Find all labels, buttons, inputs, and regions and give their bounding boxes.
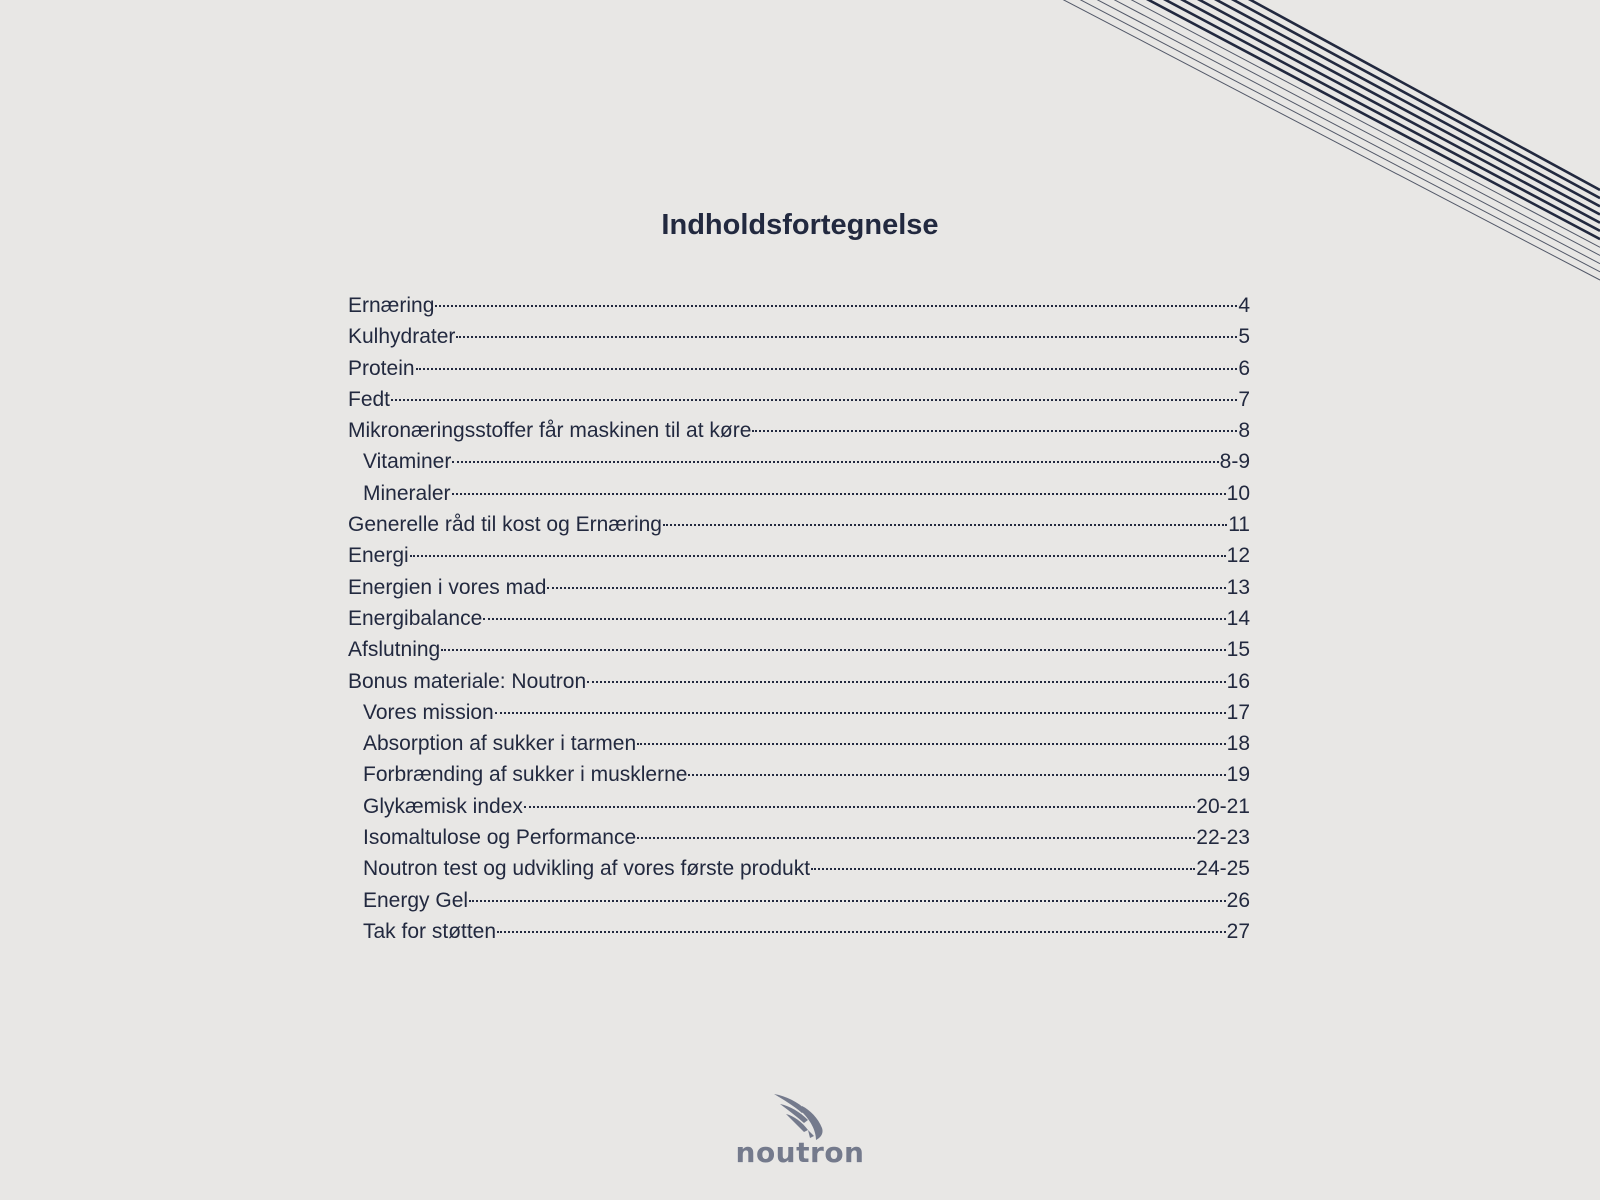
toc-dot-leader <box>410 555 1226 557</box>
corner-line <box>1162 0 1600 231</box>
toc-entry-page: 27 <box>1226 919 1250 943</box>
toc-entry-page: 18 <box>1226 732 1250 756</box>
toc-entry-label: Bonus materiale: Noutron <box>348 669 587 693</box>
toc-entry <box>348 509 1250 540</box>
toc-entry-label: Vitaminer <box>363 450 452 474</box>
toc-entry-label: Ernæring <box>348 294 435 317</box>
toc-entry-label: Kulhydrater <box>348 325 456 349</box>
toc-entry-page: 19 <box>1226 763 1250 787</box>
toc-entry <box>348 822 1250 853</box>
toc-dot-leader <box>456 336 1237 338</box>
corner-line <box>1145 0 1600 239</box>
toc-entry-page: 16 <box>1226 669 1250 693</box>
toc-entry-page: 10 <box>1226 481 1250 505</box>
toc-dot-leader <box>637 837 1195 839</box>
toc-entry-label: Energibalance <box>348 606 483 630</box>
toc-dot-leader <box>452 493 1226 495</box>
table-of-contents <box>348 290 1250 947</box>
toc-entry <box>348 446 1250 477</box>
toc-entry-page: 20-21 <box>1196 794 1250 818</box>
toc-entry-page: 26 <box>1226 888 1250 912</box>
toc-entry <box>348 384 1250 415</box>
toc-entry-label: Glykæmisk index <box>363 794 523 818</box>
toc-entry <box>348 853 1250 884</box>
toc-entry-label: Absorption af sukker i tarmen <box>363 732 637 756</box>
toc-entry <box>348 603 1250 634</box>
toc-entry-label: Noutron test og udvikling af vores første produkt <box>363 857 811 881</box>
toc-entry-label: Vores mission <box>363 700 494 724</box>
toc-dot-leader <box>483 618 1225 620</box>
toc-entry <box>348 634 1250 665</box>
toc-dot-leader <box>663 524 1227 526</box>
toc-entry <box>348 572 1250 603</box>
toc-entry-label: Fedt <box>348 387 391 411</box>
toc-entry-label: Protein <box>348 356 415 380</box>
toc-dot-leader <box>688 774 1225 776</box>
toc-entry-page: 12 <box>1226 544 1250 568</box>
toc-entry-page: 8-9 <box>1219 450 1250 474</box>
toc-entry <box>348 290 1250 321</box>
toc-entry <box>348 728 1250 759</box>
toc-entry <box>348 321 1250 352</box>
toc-entry-label: Energien i vores mad <box>348 575 547 599</box>
toc-entry-label: Afslutning <box>348 638 441 662</box>
corner-line <box>1196 0 1600 215</box>
corner-line <box>1179 0 1600 223</box>
toc-dot-leader <box>524 806 1195 808</box>
toc-entry-label: Mikronæringsstoffer får maskinen til at køre <box>348 419 752 443</box>
toc-entry-page: 14 <box>1226 606 1250 630</box>
toc-entry-page: 6 <box>1238 356 1250 380</box>
toc-dot-leader <box>752 430 1237 432</box>
toc-entry <box>348 697 1250 728</box>
toc-entry-page: 11 <box>1228 513 1250 537</box>
toc-entry <box>348 415 1250 446</box>
toc-dot-leader <box>452 461 1218 463</box>
toc-entry <box>348 540 1250 571</box>
toc-entry-page: 5 <box>1238 325 1250 349</box>
corner-line <box>1213 0 1600 206</box>
toc-entry <box>348 666 1250 697</box>
toc-entry-page: 8 <box>1238 419 1250 443</box>
toc-entry-label: Energy Gel <box>363 888 469 912</box>
wing-icon <box>772 1092 826 1142</box>
toc-dot-leader <box>547 587 1225 589</box>
toc-entry <box>348 916 1250 947</box>
toc-entry-page: 4 <box>1238 294 1250 317</box>
toc-entry-label: Forbrænding af sukker i musklerne <box>363 763 688 787</box>
toc-entry-page: 13 <box>1226 575 1250 599</box>
toc-entry <box>348 791 1250 822</box>
toc-dot-leader <box>497 931 1226 933</box>
toc-dot-leader <box>811 868 1195 870</box>
toc-entry-page: 24-25 <box>1196 857 1250 881</box>
toc-dot-leader <box>495 712 1226 714</box>
toc-dot-leader <box>435 305 1237 307</box>
toc-dot-leader <box>469 900 1226 902</box>
toc-entry-page: 7 <box>1238 387 1250 411</box>
toc-entry-label: Isomaltulose og Performance <box>363 826 637 850</box>
toc-entry <box>348 478 1250 509</box>
toc-entry-page: 15 <box>1226 638 1250 662</box>
toc-entry-page: 22-23 <box>1196 826 1250 850</box>
toc-dot-leader <box>391 399 1237 401</box>
toc-entry <box>348 885 1250 916</box>
page-title: Indholdsfortegnelse <box>661 209 939 241</box>
decorative-corner-lines <box>1040 0 1600 300</box>
toc-dot-leader <box>441 649 1225 651</box>
corner-line <box>1247 0 1600 190</box>
toc-dot-leader <box>637 743 1226 745</box>
toc-entry <box>348 759 1250 790</box>
toc-entry-page: 17 <box>1226 700 1250 724</box>
noutron-logo <box>730 1092 870 1172</box>
toc-entry <box>348 353 1250 384</box>
toc-entry-label: Tak for støtten <box>363 919 497 943</box>
toc-dot-leader <box>587 681 1226 683</box>
toc-entry-label: Mineraler <box>363 481 451 505</box>
toc-dot-leader <box>416 368 1238 370</box>
toc-entry-label: Energi <box>348 544 409 568</box>
logo-wordmark: noutron <box>735 1136 865 1169</box>
toc-entry-label: Generelle råd til kost og Ernæring <box>348 513 662 537</box>
